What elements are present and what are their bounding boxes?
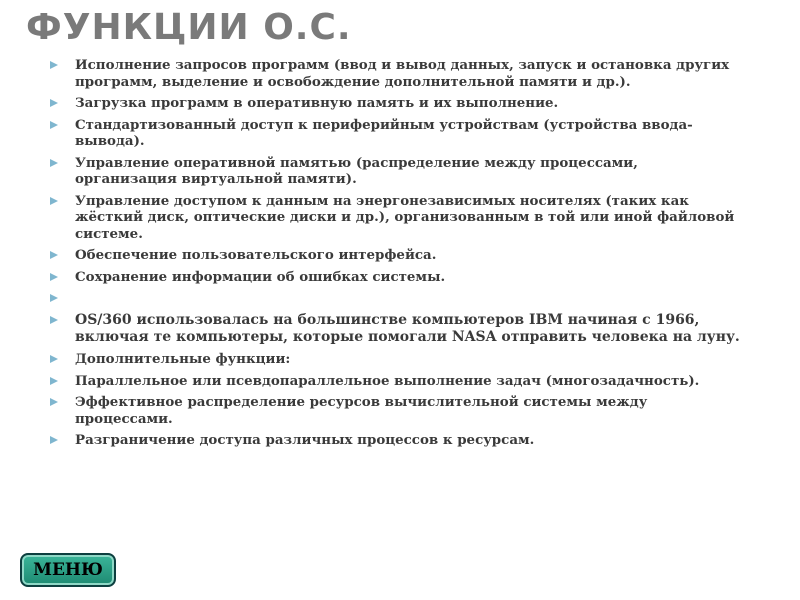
bullet-text: Управление доступом к данным на энергонезависимых носителях (таких как жёсткий диск, оптические диски и др.), организованным в той или иной файловой системе. xyxy=(75,192,735,242)
bullet-text: Эффективное распределение ресурсов вычислительной системы между процессами. xyxy=(75,394,648,427)
bullet-item xyxy=(50,95,740,112)
bullet-arrow-icon xyxy=(50,316,58,324)
slide-title: ФУНКЦИИ О.С. xyxy=(26,7,352,48)
bullet-item xyxy=(50,373,740,390)
bullet-text: Исполнение запросов программ (ввод и вывод данных, запуск и остановка других программ, выделение и освобождение дополнительной памяти и др.). xyxy=(75,57,730,90)
bullet-item xyxy=(50,117,740,150)
bullet-text: OS/360 использовалась на большинстве компьютеров IBM начиная с 1966, включая те компьютеры, которые помогали NASA отправить человека на луну. xyxy=(75,312,740,345)
bullet-text: Загрузка программ в оперативную память и их выполнение. xyxy=(75,95,559,111)
bullet-text: Разграничение доступа различных процессов к ресурсам. xyxy=(75,432,535,448)
bullet-item xyxy=(50,394,740,427)
menu-button[interactable]: МЕНЮ xyxy=(20,553,116,587)
bullet-list xyxy=(50,57,740,454)
bullet-item xyxy=(50,269,740,286)
bullet-text: Управление оперативной памятью (распределение между процессами, организация виртуальной памяти). xyxy=(75,154,638,187)
bullet-item xyxy=(50,57,740,90)
bullet-text: Обеспечение пользовательского интерфейса. xyxy=(75,247,437,263)
bullet-arrow-icon xyxy=(50,159,58,167)
bullet-item xyxy=(50,432,740,449)
bullet-arrow-icon xyxy=(50,61,58,69)
bullet-arrow-icon xyxy=(50,273,58,281)
bullet-text: Дополнительные функции: xyxy=(75,351,291,367)
bullet-item-empty xyxy=(50,290,740,307)
bullet-item xyxy=(50,247,740,264)
bullet-text: Параллельное или псевдопараллельное выполнение задач (многозадачность). xyxy=(75,372,700,389)
bullet-arrow-icon xyxy=(50,99,58,107)
bullet-arrow-icon xyxy=(50,355,58,363)
bullet-item xyxy=(50,155,740,188)
bullet-arrow-icon xyxy=(50,251,58,259)
bullet-item xyxy=(50,193,740,243)
bullet-item xyxy=(50,351,740,368)
bullet-text: Сохранение информации об ошибках системы. xyxy=(75,268,446,285)
bullet-arrow-icon xyxy=(50,294,58,302)
bullet-item xyxy=(50,312,740,346)
bullet-arrow-icon xyxy=(50,121,58,129)
bullet-arrow-icon xyxy=(50,436,58,444)
bullet-arrow-icon xyxy=(50,377,58,385)
bullet-arrow-icon xyxy=(50,197,58,205)
bullet-arrow-icon xyxy=(50,398,58,406)
bullet-text: Стандартизованный доступ к периферийным устройствам (устройства ввода-вывода). xyxy=(75,116,693,149)
